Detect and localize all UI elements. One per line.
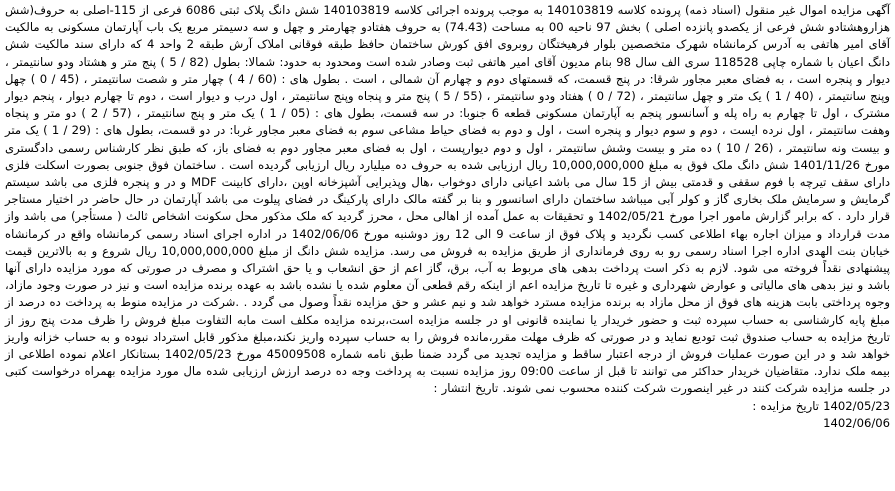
notice-publish-date: 1402/05/23 تاریخ مزایده : bbox=[752, 398, 890, 413]
auction-notice bbox=[5, 2, 890, 489]
notice-auction-date: 1402/06/06 bbox=[823, 415, 890, 430]
notice-body: آگهی مزایده اموال غیر منقول (اسناد ذمه) پرونده کلاسه 140103819 به موجب پرونده اجرائی کلاسه 140103819 شش دانگ پلاک ثبتی 6086 فرعی از 115-اصلی به حروف(شش هزاروهشتادو شش فرعی از یکصدو پانزده اصلی ) بخش 97 ناحیه 00 به مساحت (74.43) به حروف هفتادو چهارمتر و چهل و سه دسیمتر مربع یک باب آپارتمان مسکونی به مالکیت آقای امیر هاتفی به آدرس کرمانشاه شهرک متخصصین بلوار فرهیختگان روبروی افق کورش ساختمان حافظ طبقه فوقانی املاک آرش طبقه 2 واحد 4 که دارای سند مالکیت شش دانگ اعیان با شماره چاپی 118528 سری الف سال 98 بنام مدیون آقای امیر هاتفی ثبت وصادر شده است ومحدود به حدود: شمالا: بطول (82 / 5 ) پنج متر و هشتاد ودو سانتیمتر ، دیوار و پنجره است ، به فضای معبر مجاور شرقا: در پنج قسمت، که قسمتهای دوم و چهارم آن شمالی ، است . بطول های : (60 / 4 ) چهار متر و شصت سانتیمتر ، (45 / 0 ) چهل وپنج سانتیمتر ، (40 / 1 ) یک متر و چهل سانتیمتر ، (72 / 0 ) هفتاد ودو سانتیمتر ، (55 / 5 ) پنج متر و پنجاه وپنج سانتیمتر ، اول درب و دیوار است ، دوم تا چهارم دیوار ، پنجم دیوار مشترک ، اول تا چهارم به راه پله و آسانسور پنجم به آپارتمان مسکونی قطعه 6 جنوبا: در سه قسمت، بطول های : (05 / 1 ) یک متر و پنج سانتیمتر ، (57 / 2 ) دو متر و پنجاه وهفت سانتیمتر ، اول نرده ایست ، دوم و سوم دیوار و پنجره است ، اول و دوم به فضای حیاط مشاعی سوم به فضای معبر مجاور غربا: در دو قسمت، بطول های : (29 / 1 ) یک متر و بیست ونه سانتیمتر ، (26 / 10 ) ده متر و بیست وشش سانتیمتر ، اول و دوم دیوارپست ، اول به فضای معبر مجاور دوم به فضای باز، که طبق نظر کارشناس رسمی دادگستری مورخ 1401/11/26 شش دانگ ملک فوق به مبلغ 10,000,000,000 ریال ارزیابی شده به حروف ده میلیارد ریال ارزیابی گردیده است . ساختمان فوق جنوبی بصورت اسکلت فلزی دارای سقف تیرچه با فوم سقفی و قدمتی بیش از 15 سال می باشد اعیانی دارای دوخواب ،هال وپذیرایی آشپزخانه اوپن ،دارای کابینت MDF و در و پنجره فلزی می باشد سیستم گرمایش و سرمایش ملک بخاری گاز و کولر آبی میباشد ساختمان دارای اسانسور و بنا بر گفته مالک دارای پارکینگ در فضای پیلوت می باشد آپارتمان در حال حاضر در اختیار مستاجر قرار دارد . که برابر گزارش مامور اجرا مورخ 1402/05/21 و تحقیقات به عمل آمده از اهالی محل ، محرز گردید که ملک مذکور محل سکونت اشخاص ثالث ( مستأجر) می باشد واز مدت قرارداد و میزان اجاره بهاء اطلاعی کسب نگردید و پلاک فوق از ساعت 9 الی 12 روز دوشنبه مورخ 1402/06/06 در اداره اجرای اسناد رسمی کرمانشاه واقع در کرمانشاه خیابان بنت الهدی اداره اجرا اسناد رسمی رو به روی فرمانداری از طریق مزایده به فروش می رسد. مزایده شش دانگ از مبلغ 10,000,000,000 ریال شروع و به بالاترین قیمت پیشنهادی نقداً فروخته می شود. لازم به ذکر است پرداخت بدهی های مربوط به آب، برق، گاز اعم از حق انشعاب و یا حق اشتراک و مصرف در صورتی که مورد مزایده دارای آنها باشد و نیز بدهی های مالیاتی و عوارض شهرداری و غیره تا تاریخ مزایده اعم از اینکه رقم قطعی آن معلوم شده یا نشده باشد به عهده برنده مزایده است و نیز در صورت وجود مازاد، وجوه پرداختی بابت هزینه های فوق از محل مازاد به برنده مزایده مسترد خواهد شد و نیم عشر و حق مزایده نقداً وصول می گردد . .شرکت در مزایده منوط به پرداخت ده درصد از مبلغ پایه کارشناسی به حساب سپرده ثبت و حضور خریدار یا نماینده قانونی او در جلسه مزایده است،برنده مزایده مکلف است مابه التفاوت مبلغ فروش را ظرف مدت پنج روز از تاریخ مزایده به حساب صندوق ثبت تودیع نماید و در صورتی که ظرف مهلت مقرر،مانده فروش را به حساب سپرده واریز نکند،مبلغ مذکور قابل استرداد نبوده و به حساب خزانه واریز خواهد شد و در این صورت عملیات فروش از درجه اعتبار ساقط و مزایده تجدید می گردد ضمنا طبق نامه شماره 45009508 مورخ 1402/05/23 بستانکار اعلام نموده اطلاعی از بیمه ملک ندارد. متقاضیان خریدار حداکثر می توانند تا قبل از ساعت 09:00 روز مزایده نسبت به پرداخت وجه ده درصد ارزش ارزیابی شده مال مورد مزایده بهمراه درخواست کتبی در جلسه مزایده شرکت کنند در غیر اینصورت شرکت کننده محسوب نمی شوند. تاریخ انتشار : bbox=[5, 3, 891, 396]
